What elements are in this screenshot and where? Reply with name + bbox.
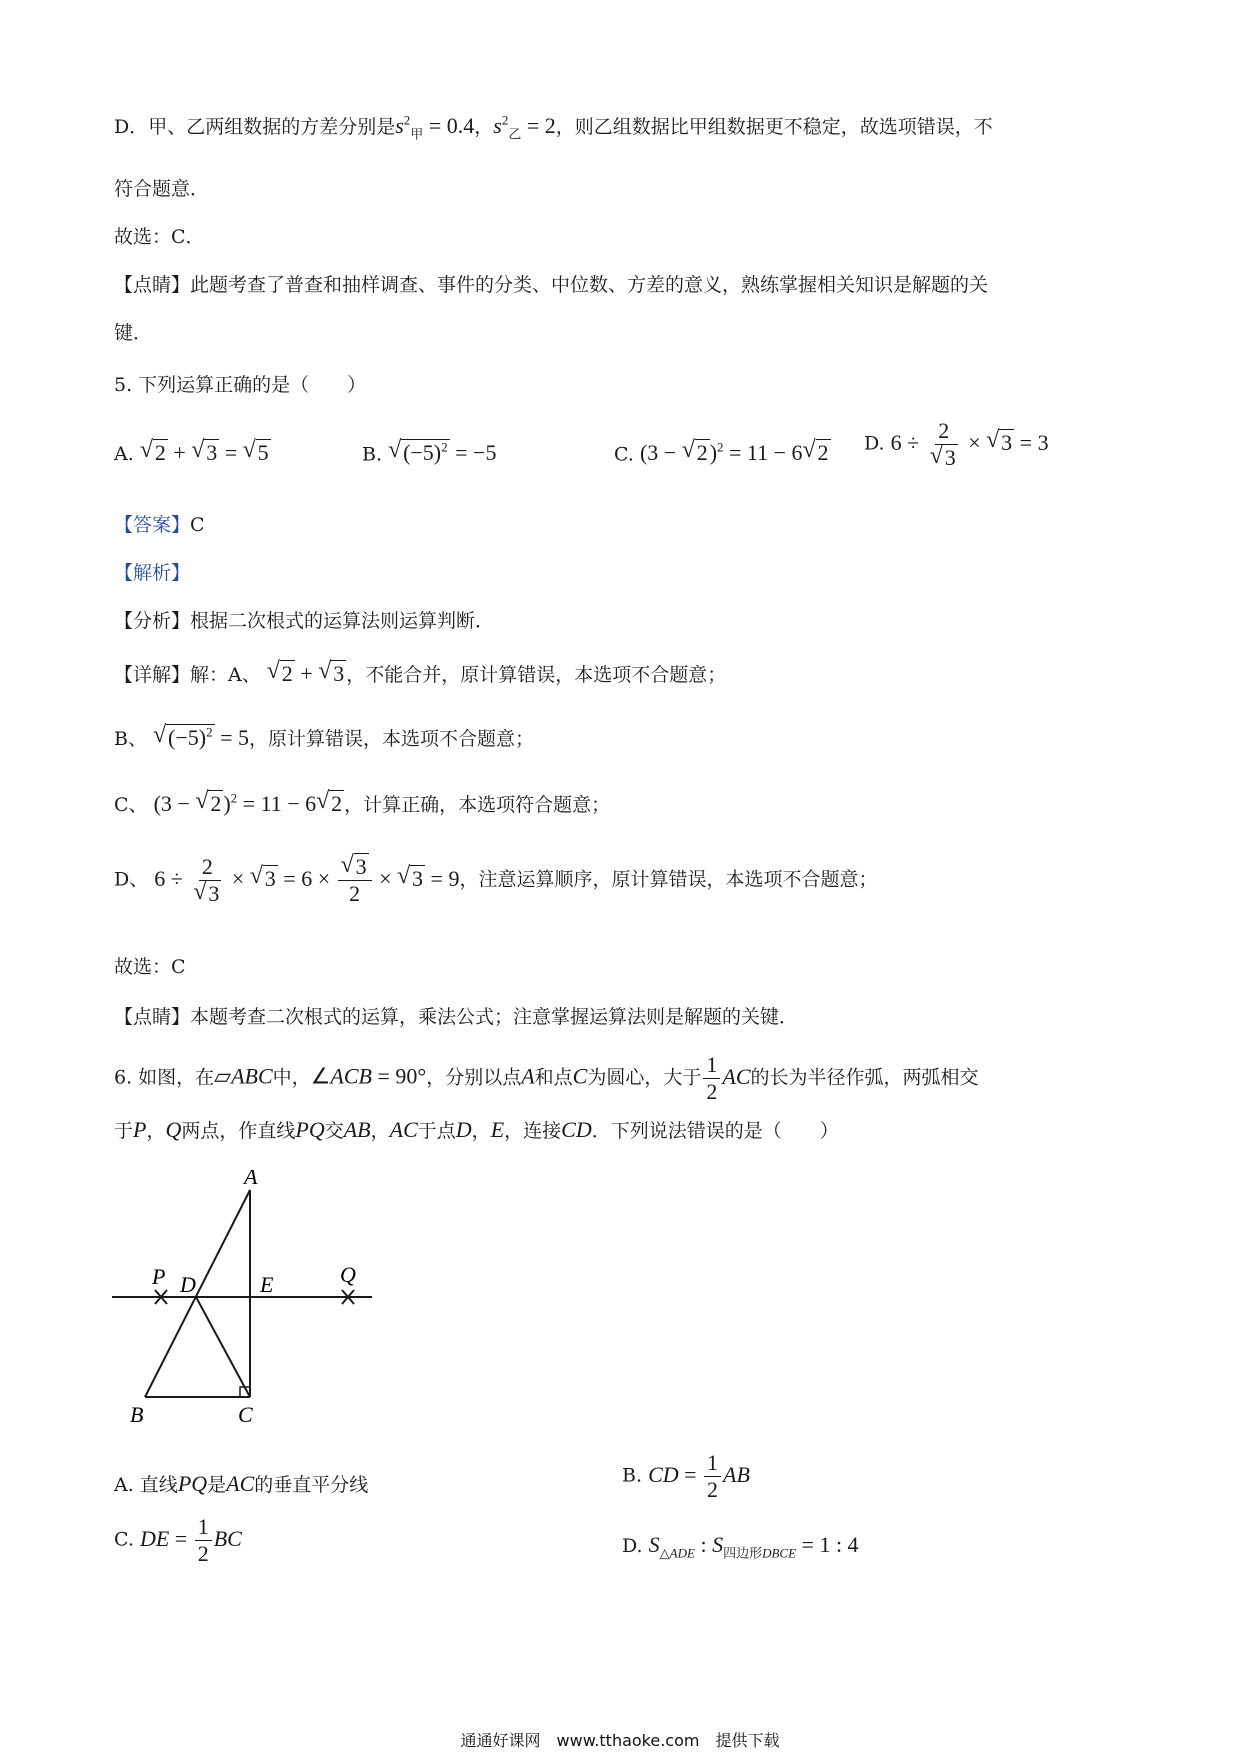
label-b: B [130,1402,144,1427]
label-a: A [244,1170,258,1189]
q5-option-d: D. 6 ÷ 2 √ 3 × √ 3 = 3 [864,420,1049,469]
segment-cd [196,1297,250,1397]
page-footer: 通通好课网 www.tthaoke.com 提供下载 [460,1731,780,1750]
q5-choice: 故选：C [114,956,186,978]
label-c: C [238,1402,253,1427]
q5-detail-d: D、 6 ÷ 2 √ 3 × √ 3 = 6 × √ $\frac{3}{2}$ × √ 3 = 9，注意运算顺序，原计算错误，本选项不合题意； [114,856,877,905]
q6-option-d: D. $S_{\triangle ADE}$ : $S_{四边形DBCE} = 1$ : 4 [622,1532,859,1561]
q5-dianjing: 【点睛】本题考查二次根式的运算，乘法公式；注意掌握运算法则是解题的关键． [114,1006,799,1028]
q5-stem: 5. 下列运算正确的是（ ） [114,374,367,396]
q6-option-b: B. CD = $\frac{1}{2}$ AB [622,1450,750,1502]
q5-answer: 【答案】C [114,514,205,536]
q4-option-d: D．甲、乙两组数据的方差分别是$s^2_甲 = 0.4$，$s^2_乙 = 2$，则乙组数据比甲组数据更不稳定，故选项错误，不 [114,112,993,142]
q5-fenxi: 【分析】根据二次根式的运算法则运算判断． [114,610,495,632]
q6-stem-line2: 于P，Q两点，作直线PQ交AB，AC于点D，E，连接CD．下列说法错误的是（ ） [114,1117,839,1142]
q5-analysis-tag: 【解析】 [114,562,191,584]
q4-dianjing: 【点睛】此题考查了普查和抽样调查、事件的分类、中位数、方差的意义，熟练掌握相关知识是解题的关 [114,274,989,296]
q4-choice: 故选：C． [114,226,205,248]
q4-option-d-cont: 符合题意． [114,178,210,200]
label-q: Q [340,1262,356,1287]
q6-option-c: C. DE = $\frac{1}{2}$ BC [114,1514,242,1566]
q6-option-a: A. 直线PQ是AC的垂直平分线 [114,1471,369,1496]
q4-dianjing-cont: 键． [114,322,153,344]
label-e: E [260,1272,274,1297]
q5-detail-b: B、 √ $(-5)^2 = 5$，原计算错误，本选项不合题意； [114,724,534,751]
q5-option-c: C. (3 − √ 2)$^2$ = 11 − 6√ 2 [614,440,831,466]
q6-stem-line1: 6. 如图，在▱ABC中，∠ACB = 90°，分别以点A和点C为圆心，大于 $\frac{1}{2}$ AC的长为半径作弧，两弧相交 [114,1052,979,1104]
q5-option-b: B. √ $(-5)^2 = -5$ [362,440,496,466]
q5-detail-a: 【详解】解：A、 √ 2 + √ 3 ，不能合并，原计算错误，本选项不合题意； [114,660,726,687]
label-d: D [180,1272,196,1297]
q5-option-a: A. √ 2 + √ 3 = √ 5 [114,440,271,466]
q5-detail-c: C、 (3 − √ 2)$^2$ = 11 − 6√ 2 ，计算正确，本选项符合题意； [114,790,610,817]
label-p: P [152,1264,166,1289]
q6-figure [100,1170,390,1430]
